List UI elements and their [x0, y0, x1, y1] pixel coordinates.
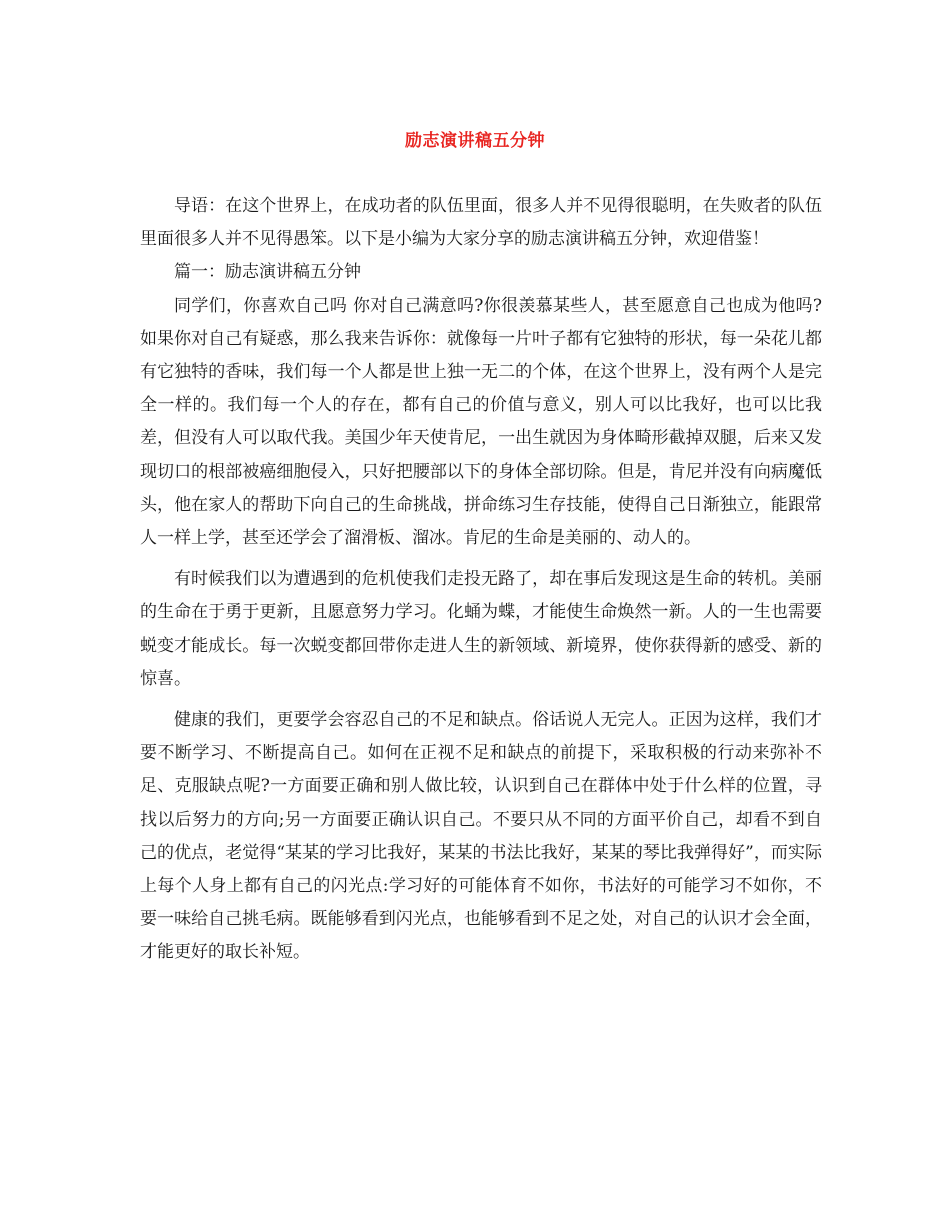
body-paragraph: 同学们，你喜欢自己吗 你对自己满意吗?你很羡慕某些人，甚至愿意自己也成为他吗?如果你对自己有疑惑，那么我来告诉你：就像每一片叶子都有它独特的形状，每一朵花儿都有它独特的香味，我们每一个人都是世上独一无二的个体，在这个世界上，没有两个人是完全一样的。我们每一个人的存在，都有自己的价值与意义，别人可以比我好，也可以比我差，但没有人可以取代我。美国少年天使肯尼，一出生就因为身体畸形截掉双腿，后来又发现切口的根部被癌细胞侵入，只好把腰部以下的身体全部切除。但是，肯尼并没有向病魔低头，他在家人的帮助下向自己的生命挑战，拼命练习生存技能，使得自己日渐独立，能跟常人一样上学，甚至还学会了溜滑板、溜冰。肯尼的生命是美丽的、动人的。 [140, 295, 822, 549]
document-body [140, 190, 822, 970]
body-paragraph: 健康的我们，更要学会容忍自己的不足和缺点。俗话说人无完人。正因为这样，我们才要不断学习、不断提高自己。如何在正视不足和缺点的前提下，采取积极的行动来弥补不足、克服缺点呢?一方面要正确和别人做比较，认识到自己在群体中处于什么样的位置，寻找以后努力的方向;另一方面要正确认识自己。不要只从不同的方面平价自己，却看不到自己的优点，老觉得“某某的学习比我好，某某的书法比我好，某某的琴比我弹得好”，而实际上每个人身上都有自己的闪光点:学习好的可能体育不如你，书法好的可能学习不如你，不要一味给自己挑毛病。既能够看到闪光点，也能够看到不足之处，对自己的认识才会全面，才能更好的取长补短。 [140, 710, 822, 963]
document-title: 励志演讲稿五分钟 [405, 131, 545, 151]
body-paragraph: 有时候我们以为遭遇到的危机使我们走投无路了，却在事后发现这是生命的转机。美丽的生命在于勇于更新，且愿意努力学习。化蛹为蝶，才能使生命焕然一新。人的一生也需要蜕变才能成长。每一次蜕变都回带你走进人生的新领域、新境界，使你获得新的感受、新的惊喜。 [140, 569, 822, 689]
section-heading: 篇一：励志演讲稿五分钟 [174, 262, 361, 283]
intro-paragraph: 导语：在这个世界上，在成功者的队伍里面，很多人并不见得很聪明，在失败者的队伍里面很多人并不见得愚笨。以下是小编为大家分享的励志演讲稿五分钟，欢迎借鉴！ [140, 196, 822, 250]
